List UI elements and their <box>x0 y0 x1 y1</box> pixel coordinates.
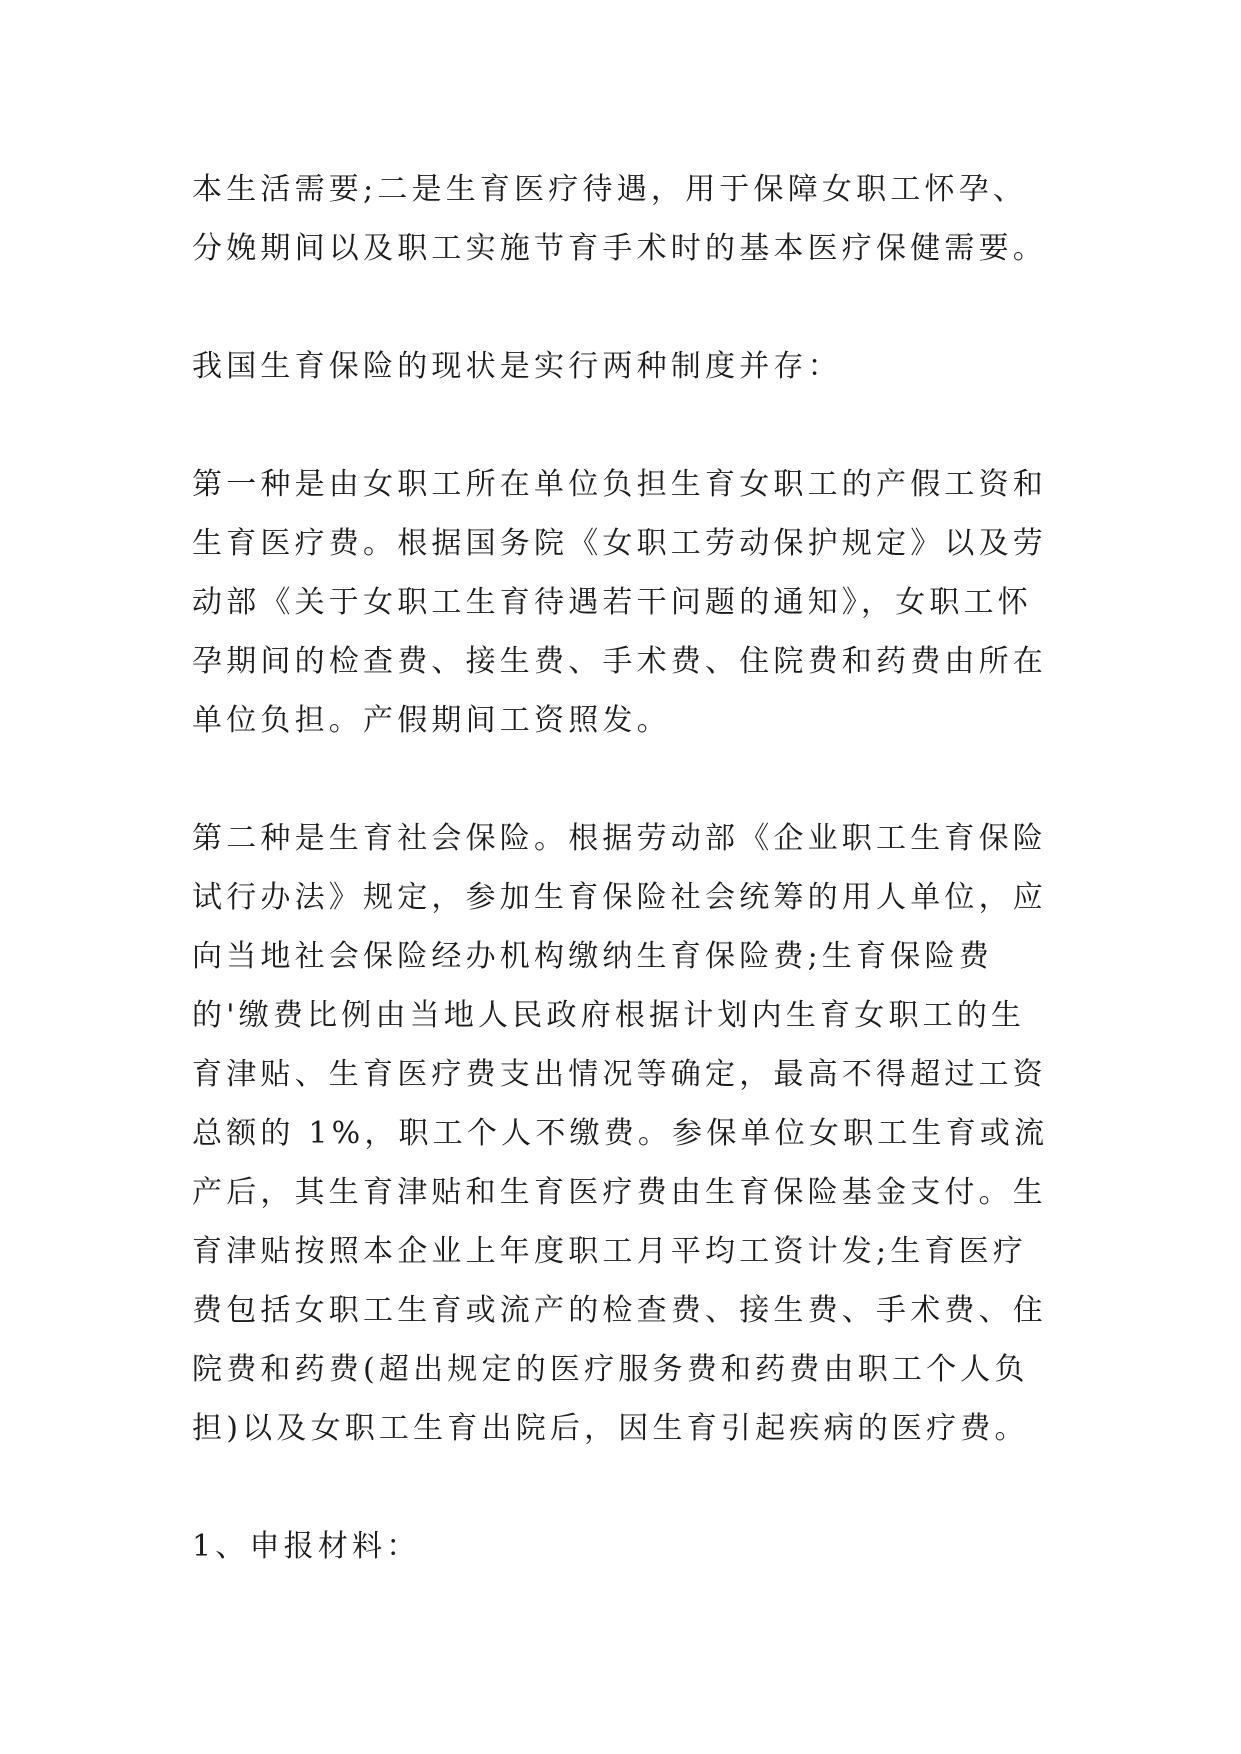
paragraph-maternity-medical-benefits: 本生活需要;二是生育医疗待遇，用于保障女职工怀孕、分娩期间以及职工实施节育手术时的基本医疗保健需要。 <box>192 172 1047 266</box>
document-body <box>192 160 1054 1576</box>
paragraph-two-systems-intro: 我国生育保险的现状是实行两种制度并存： <box>192 349 842 384</box>
paragraph-first-system: 第一种是由女职工所在单位负担生育女职工的产假工资和生育医疗费。根据国务院《女职工劳动保护规定》以及劳动部《关于女职工生育待遇若干问题的通知》，女职工怀孕期间的检查费、接生费、手术费、住院费和药费由所在单位负担。产假期间工资照发。 <box>192 467 1047 738</box>
section-heading-application-materials: 1、申报材料： <box>192 1529 421 1564</box>
paragraph-second-system: 第二种是生育社会保险。根据劳动部《企业职工生育保险试行办法》规定，参加生育保险社会统筹的用人单位，应向当地社会保险经办机构缴纳生育保险费;生育保险费的'缴费比例由当地人民政府根据计划内生育女职工的生育津贴、生育医疗费支出情况等确定，最高不得超过工资总额的 1%，职工个人不缴费。参保单位女职工生育或流产后，其生育津贴和生育医疗费由生育保险基金支付。生育津贴按照本企业上年度职工月平均工资计发;生育医疗费包括女职工生育或流产的检查费、接生费、手术费、住院费和药费(超出规定的医疗服务费和药费由职工个人负担)以及女职工生育出院后，因生育引起疾病的医疗费。 <box>192 821 1049 1446</box>
